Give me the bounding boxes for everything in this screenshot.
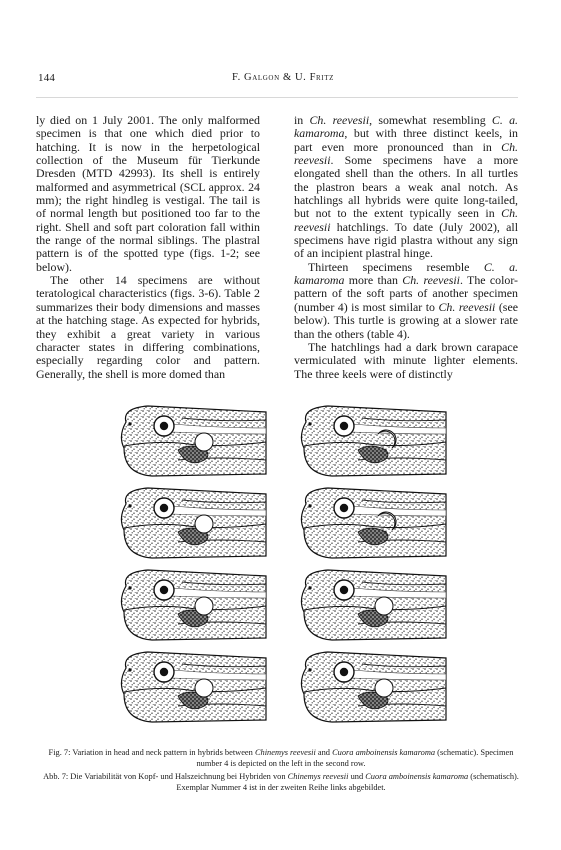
head-drawing-1	[121, 406, 266, 476]
paragraph	[294, 114, 518, 261]
caption-english	[42, 747, 520, 769]
italic-run: C. a. kamaroma	[294, 259, 518, 288]
head-drawing-4	[301, 488, 446, 558]
text-run: . Some specimens have a more elongated shell than the others. In all turtles the plastron bears a weak anal notch. As hatchlings all hybrids were quite long-tailed, but not to the extent typically seen in	[294, 153, 518, 221]
text-run: in	[294, 113, 310, 127]
text-run: hatchlings. To date (July 2002), all specimens have rigid plastra without any sign of an incipient plastral hinge.	[294, 219, 518, 261]
text-run: Fig. 7: Variation in head and neck pattern in hybrids between	[48, 748, 255, 757]
text-run: Thirteen specimens resemble	[308, 259, 484, 274]
text-run: The hatchlings had a dark brown carapace vermiculated with minute lighter elements. The three keels were of distinctly	[294, 339, 518, 381]
text-run: , somewhat resembling	[369, 113, 492, 127]
page-number: 144	[38, 72, 56, 84]
text-run: (see below). This turtle is growing at a slower rate than the others (table 4).	[294, 299, 518, 341]
header-rule	[36, 97, 518, 98]
text-run: . The color-pattern of the soft parts of another specimen (number 4) is most similar to	[294, 273, 519, 314]
head-drawing-5	[121, 570, 266, 640]
italic-run: Ch. reevesii	[294, 139, 518, 168]
italic-run: Ch. reevesii	[438, 299, 496, 314]
figure-7-head-pattern-drawings	[104, 396, 456, 732]
text-run: (schematic). Specimen number 4 is depicted on the left in the second row.	[196, 748, 514, 769]
italic-run: Ch. reevesii	[309, 113, 370, 127]
head-drawing-3	[121, 488, 266, 558]
paragraph	[294, 261, 518, 341]
figure-caption	[42, 747, 520, 793]
text-run: more than	[344, 273, 403, 288]
italic-run: Cuora amboinensis kamaroma	[365, 772, 469, 782]
head-drawing-2	[301, 406, 446, 476]
paragraph	[36, 274, 260, 381]
head-drawing-7	[121, 652, 266, 722]
caption-german	[42, 771, 520, 793]
text-run: (schematisch). Exemplar Nummer 4 ist in der zweiten Reihe links abgebildet.	[176, 772, 519, 793]
text-run: Abb. 7: Die Variabilität von Kopf- und Halszeichnung bei Hybriden von	[43, 772, 288, 782]
text-run: , but with three distinct keels, in part even more pronounced than in	[294, 126, 518, 154]
italic-run: Chinemys reevesii	[254, 748, 316, 757]
text-run: The other 14 specimens are without teratological characteristics (figs. 3-6). Table 2 summarizes their body dimensions and masses at the hatching stage. As expected for hybrids, they exhibit a great variety in various character states in differing combinations, especially regarding color and pattern. Generally, the shell is more domed than	[36, 273, 260, 381]
paragraph	[294, 341, 518, 381]
paragraph	[36, 114, 260, 274]
italic-run: Ch. reevesii	[294, 206, 518, 234]
text-run: and	[315, 748, 333, 757]
head-drawing-6	[301, 570, 446, 640]
right-text-column	[294, 114, 518, 381]
italic-run: Chinemys reevesii	[287, 772, 349, 782]
italic-run: Ch. reevesii	[402, 273, 460, 288]
text-run: und	[348, 772, 366, 782]
running-head: F. Galgon & U. Fritz	[232, 72, 334, 83]
head-drawing-8	[301, 652, 446, 722]
italic-run: Cuora amboinensis kamaroma	[332, 748, 436, 757]
text-run: ly died on 1 July 2001. The only malformed specimen is that one which died prior to hatching. It is now in the herpetological collection of the Museum für Tierkunde Dresden (MTD 42993). Its shell is entirely malformed and asymmetrical (SCL approx. 24 mm); the right hindleg is vestigal. The tail is of normal length but positioned too far to the right. Shell and soft part coloration fall within the range of the normal siblings. The plastral pattern is of the spotted type (figs. 1-2; see below).	[36, 113, 260, 274]
italic-run: C. a. kamaroma	[294, 113, 518, 141]
left-text-column	[36, 114, 260, 381]
